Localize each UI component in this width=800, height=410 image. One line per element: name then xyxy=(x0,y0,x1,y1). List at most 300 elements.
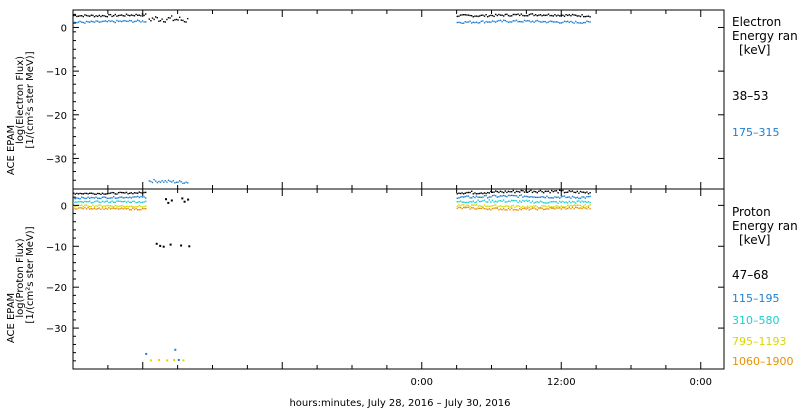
data-point xyxy=(188,245,190,247)
data-point xyxy=(585,197,586,198)
data-point xyxy=(466,14,467,15)
data-point xyxy=(562,190,563,191)
data-point xyxy=(78,16,79,17)
data-point xyxy=(535,205,536,206)
data-point xyxy=(497,208,498,209)
data-point xyxy=(549,21,550,22)
data-point xyxy=(556,190,557,191)
data-point xyxy=(99,207,100,208)
data-point xyxy=(529,207,530,208)
data-point xyxy=(545,205,546,206)
data-point xyxy=(549,197,550,198)
data-point xyxy=(468,21,469,22)
data-point xyxy=(466,207,467,208)
data-point xyxy=(538,202,539,203)
data-point xyxy=(578,193,579,194)
data-point xyxy=(89,206,90,207)
data-point xyxy=(508,208,509,209)
data-point xyxy=(145,205,146,206)
data-point xyxy=(514,192,515,193)
data-point xyxy=(100,16,101,17)
data-point xyxy=(119,15,120,16)
data-point xyxy=(140,15,141,16)
data-point xyxy=(546,22,547,23)
data-point xyxy=(575,15,576,16)
data-point xyxy=(134,192,135,193)
data-point xyxy=(131,209,132,210)
data-point xyxy=(521,190,522,191)
data-point xyxy=(103,201,104,202)
data-point xyxy=(107,205,108,206)
data-point xyxy=(561,196,562,197)
data-point xyxy=(556,21,557,22)
data-point xyxy=(79,21,80,22)
data-point xyxy=(570,202,571,203)
data-point xyxy=(131,192,132,193)
data-point xyxy=(513,190,514,191)
data-point xyxy=(551,207,552,208)
data-point xyxy=(567,15,568,16)
data-point xyxy=(73,207,74,208)
data-point xyxy=(545,15,546,16)
data-point xyxy=(573,23,574,24)
data-point xyxy=(524,15,525,16)
data-point xyxy=(174,349,176,351)
data-point xyxy=(521,201,522,202)
data-point xyxy=(487,22,488,23)
data-point xyxy=(517,21,518,22)
data-point xyxy=(489,206,490,207)
data-point xyxy=(461,208,462,209)
data-point xyxy=(110,14,111,15)
data-point xyxy=(503,199,504,200)
data-point xyxy=(529,20,530,21)
data-point xyxy=(153,19,154,20)
data-point xyxy=(476,15,477,16)
data-point xyxy=(468,196,469,197)
data-point xyxy=(578,200,579,201)
data-point xyxy=(577,197,578,198)
data-point xyxy=(115,14,116,15)
data-point xyxy=(163,182,164,183)
data-point xyxy=(89,193,90,194)
data-point xyxy=(457,201,458,202)
data-point xyxy=(132,15,133,16)
data-point xyxy=(115,193,116,194)
data-point xyxy=(75,193,76,194)
data-point xyxy=(176,182,177,183)
data-point xyxy=(577,201,578,202)
data-point xyxy=(533,196,534,197)
data-point xyxy=(543,196,544,197)
data-point xyxy=(465,193,466,194)
data-point xyxy=(89,16,90,17)
data-point xyxy=(530,206,531,207)
data-point xyxy=(514,209,515,210)
data-point xyxy=(84,201,85,202)
data-point xyxy=(578,208,579,209)
data-point xyxy=(99,15,100,16)
data-point xyxy=(559,22,560,23)
electron-legend-subtitle: Energy ran xyxy=(732,29,798,43)
data-point xyxy=(129,197,130,198)
data-point xyxy=(477,208,478,209)
data-point xyxy=(126,192,127,193)
data-point xyxy=(493,195,494,196)
data-point xyxy=(126,21,127,22)
data-point xyxy=(492,15,493,16)
data-point xyxy=(142,20,143,21)
data-point xyxy=(540,201,541,202)
data-point xyxy=(127,197,128,198)
data-point xyxy=(76,197,77,198)
data-point xyxy=(461,204,462,205)
data-point xyxy=(97,200,98,201)
data-point xyxy=(543,209,544,210)
proton-x-axis xyxy=(108,189,712,388)
proton-data-marks xyxy=(73,190,591,362)
data-point xyxy=(458,193,459,194)
data-point xyxy=(573,14,574,15)
data-point xyxy=(169,17,170,18)
data-point xyxy=(471,191,472,192)
data-point xyxy=(567,205,568,206)
data-point xyxy=(111,20,112,21)
data-point xyxy=(473,16,474,17)
data-point xyxy=(118,192,119,193)
data-point xyxy=(557,207,558,208)
data-point xyxy=(143,206,144,207)
data-point xyxy=(501,21,502,22)
data-point xyxy=(102,207,103,208)
data-point xyxy=(171,181,172,182)
data-point xyxy=(121,207,122,208)
data-point xyxy=(545,209,546,210)
data-point xyxy=(586,21,587,22)
data-point xyxy=(100,205,101,206)
data-point xyxy=(573,197,574,198)
data-point xyxy=(585,16,586,17)
data-point xyxy=(508,206,509,207)
data-point xyxy=(163,246,165,248)
data-point xyxy=(589,196,590,197)
data-point xyxy=(124,206,125,207)
data-point xyxy=(105,208,106,209)
data-point xyxy=(75,201,76,202)
proton-legend-unit: [keV] xyxy=(739,233,771,247)
data-point xyxy=(485,14,486,15)
data-point xyxy=(159,245,161,247)
data-point xyxy=(562,196,563,197)
data-point xyxy=(165,198,167,200)
data-point xyxy=(107,21,108,22)
data-point xyxy=(108,207,109,208)
data-point xyxy=(541,21,542,22)
data-point xyxy=(545,21,546,22)
data-point xyxy=(583,192,584,193)
data-point xyxy=(458,22,459,23)
data-point xyxy=(118,206,119,207)
data-point xyxy=(123,201,124,202)
data-point xyxy=(468,202,469,203)
data-point xyxy=(516,209,517,210)
data-point xyxy=(87,197,88,198)
data-point xyxy=(529,191,530,192)
data-point xyxy=(173,20,174,21)
data-point xyxy=(457,193,458,194)
data-point xyxy=(577,207,578,208)
data-point xyxy=(487,197,488,198)
data-point xyxy=(525,20,526,21)
data-point xyxy=(458,201,459,202)
data-point xyxy=(498,200,499,201)
data-point xyxy=(509,15,510,16)
x-tick-label: 0:00 xyxy=(410,377,433,388)
data-point xyxy=(569,196,570,197)
data-point xyxy=(132,206,133,207)
data-point xyxy=(546,191,547,192)
data-point xyxy=(477,22,478,23)
data-point xyxy=(532,13,533,14)
data-point xyxy=(487,205,488,206)
data-point xyxy=(548,205,549,206)
data-point xyxy=(567,202,568,203)
data-point xyxy=(501,191,502,192)
data-point xyxy=(132,193,133,194)
data-point xyxy=(150,181,151,182)
data-point xyxy=(525,200,526,201)
data-point xyxy=(83,193,84,194)
data-point xyxy=(538,197,539,198)
data-point xyxy=(588,193,589,194)
data-point xyxy=(100,198,101,199)
data-point xyxy=(493,16,494,17)
data-point xyxy=(469,192,470,193)
data-point xyxy=(457,206,458,207)
data-point xyxy=(489,199,490,200)
data-point xyxy=(457,208,458,209)
data-point xyxy=(551,201,552,202)
data-point xyxy=(176,19,177,20)
data-point xyxy=(137,15,138,16)
data-point xyxy=(522,200,523,201)
data-point xyxy=(81,205,82,206)
data-point xyxy=(103,196,104,197)
data-point xyxy=(557,203,558,204)
data-point xyxy=(588,207,589,208)
data-point xyxy=(103,15,104,16)
data-point xyxy=(562,201,563,202)
data-point xyxy=(140,192,141,193)
data-point xyxy=(517,191,518,192)
data-point xyxy=(578,15,579,16)
data-point xyxy=(545,197,546,198)
data-point xyxy=(126,197,127,198)
data-point xyxy=(100,21,101,22)
data-point xyxy=(545,191,546,192)
data-point xyxy=(522,208,523,209)
data-point xyxy=(134,209,135,210)
proton-legend-item-310-580: 310–580 xyxy=(732,314,780,327)
data-point xyxy=(505,201,506,202)
data-point xyxy=(586,191,587,192)
data-point xyxy=(466,202,467,203)
data-point xyxy=(546,208,547,209)
data-point xyxy=(570,21,571,22)
data-point xyxy=(116,16,117,17)
data-point xyxy=(469,208,470,209)
data-point xyxy=(500,205,501,206)
data-point xyxy=(76,16,77,17)
data-point xyxy=(522,197,523,198)
data-point xyxy=(482,200,483,201)
electron-legend xyxy=(732,15,798,139)
data-point xyxy=(586,202,587,203)
data-point xyxy=(145,192,146,193)
data-point xyxy=(155,16,156,17)
data-point xyxy=(465,196,466,197)
data-point xyxy=(167,202,169,204)
data-point xyxy=(477,200,478,201)
data-point xyxy=(589,21,590,22)
data-point xyxy=(519,191,520,192)
data-point xyxy=(137,206,138,207)
data-point xyxy=(73,21,74,22)
data-point xyxy=(113,202,114,203)
data-point xyxy=(511,15,512,16)
data-point xyxy=(127,208,128,209)
data-point xyxy=(123,208,124,209)
data-point xyxy=(123,15,124,16)
data-point xyxy=(521,209,522,210)
data-point xyxy=(127,193,128,194)
data-point xyxy=(525,15,526,16)
data-point xyxy=(489,15,490,16)
data-point xyxy=(485,21,486,22)
data-point xyxy=(538,21,539,22)
data-point xyxy=(145,13,146,14)
data-point xyxy=(529,209,530,210)
data-point xyxy=(113,196,114,197)
data-point xyxy=(95,205,96,206)
data-point xyxy=(84,205,85,206)
data-point xyxy=(142,208,143,209)
data-point xyxy=(158,181,159,182)
data-point xyxy=(541,205,542,206)
data-point xyxy=(561,202,562,203)
data-point xyxy=(161,180,162,181)
data-point xyxy=(105,201,106,202)
data-point xyxy=(540,190,541,191)
data-point xyxy=(131,205,132,206)
data-point xyxy=(92,208,93,209)
data-point xyxy=(588,196,589,197)
data-point xyxy=(94,22,95,23)
data-point xyxy=(107,208,108,209)
data-point xyxy=(553,197,554,198)
data-point xyxy=(91,15,92,16)
data-point xyxy=(178,359,180,361)
data-point xyxy=(113,192,114,193)
data-point xyxy=(516,191,517,192)
data-point xyxy=(540,14,541,15)
data-point xyxy=(132,22,133,23)
data-point xyxy=(107,200,108,201)
data-point xyxy=(139,20,140,21)
data-point xyxy=(573,192,574,193)
data-point xyxy=(185,182,186,183)
data-point xyxy=(572,14,573,15)
data-point xyxy=(479,22,480,23)
data-point xyxy=(105,20,106,21)
data-point xyxy=(537,15,538,16)
data-point xyxy=(530,208,531,209)
data-point xyxy=(160,20,161,21)
data-point xyxy=(97,208,98,209)
data-point xyxy=(468,15,469,16)
data-point xyxy=(187,182,188,183)
data-point xyxy=(484,195,485,196)
data-point xyxy=(83,197,84,198)
electron-plot-frame xyxy=(73,10,724,189)
data-point xyxy=(465,206,466,207)
data-point xyxy=(139,197,140,198)
data-point xyxy=(521,194,522,195)
data-point xyxy=(484,16,485,17)
data-point xyxy=(139,209,140,210)
data-point xyxy=(562,15,563,16)
data-point xyxy=(533,22,534,23)
data-point xyxy=(506,209,507,210)
data-point xyxy=(97,193,98,194)
data-point xyxy=(498,196,499,197)
data-point xyxy=(79,205,80,206)
data-point xyxy=(81,207,82,208)
data-point xyxy=(490,22,491,23)
data-point xyxy=(511,205,512,206)
data-point xyxy=(184,21,185,22)
data-point xyxy=(91,206,92,207)
data-point xyxy=(583,22,584,23)
data-point xyxy=(121,14,122,15)
data-point xyxy=(495,21,496,22)
data-point xyxy=(75,198,76,199)
data-point xyxy=(469,201,470,202)
data-point xyxy=(95,15,96,16)
data-point xyxy=(143,196,144,197)
data-point xyxy=(110,208,111,209)
data-point xyxy=(525,196,526,197)
data-point xyxy=(588,201,589,202)
data-point xyxy=(173,359,175,361)
data-point xyxy=(477,205,478,206)
data-point xyxy=(73,198,74,199)
data-point xyxy=(143,21,144,22)
data-point xyxy=(500,14,501,15)
data-point xyxy=(546,15,547,16)
data-point xyxy=(554,208,555,209)
data-point xyxy=(137,209,138,210)
data-point xyxy=(581,14,582,15)
data-point xyxy=(578,198,579,199)
data-point xyxy=(463,193,464,194)
data-point xyxy=(476,204,477,205)
data-point xyxy=(581,23,582,24)
data-point xyxy=(508,22,509,23)
data-point xyxy=(463,23,464,24)
data-point xyxy=(111,197,112,198)
data-point xyxy=(501,15,502,16)
